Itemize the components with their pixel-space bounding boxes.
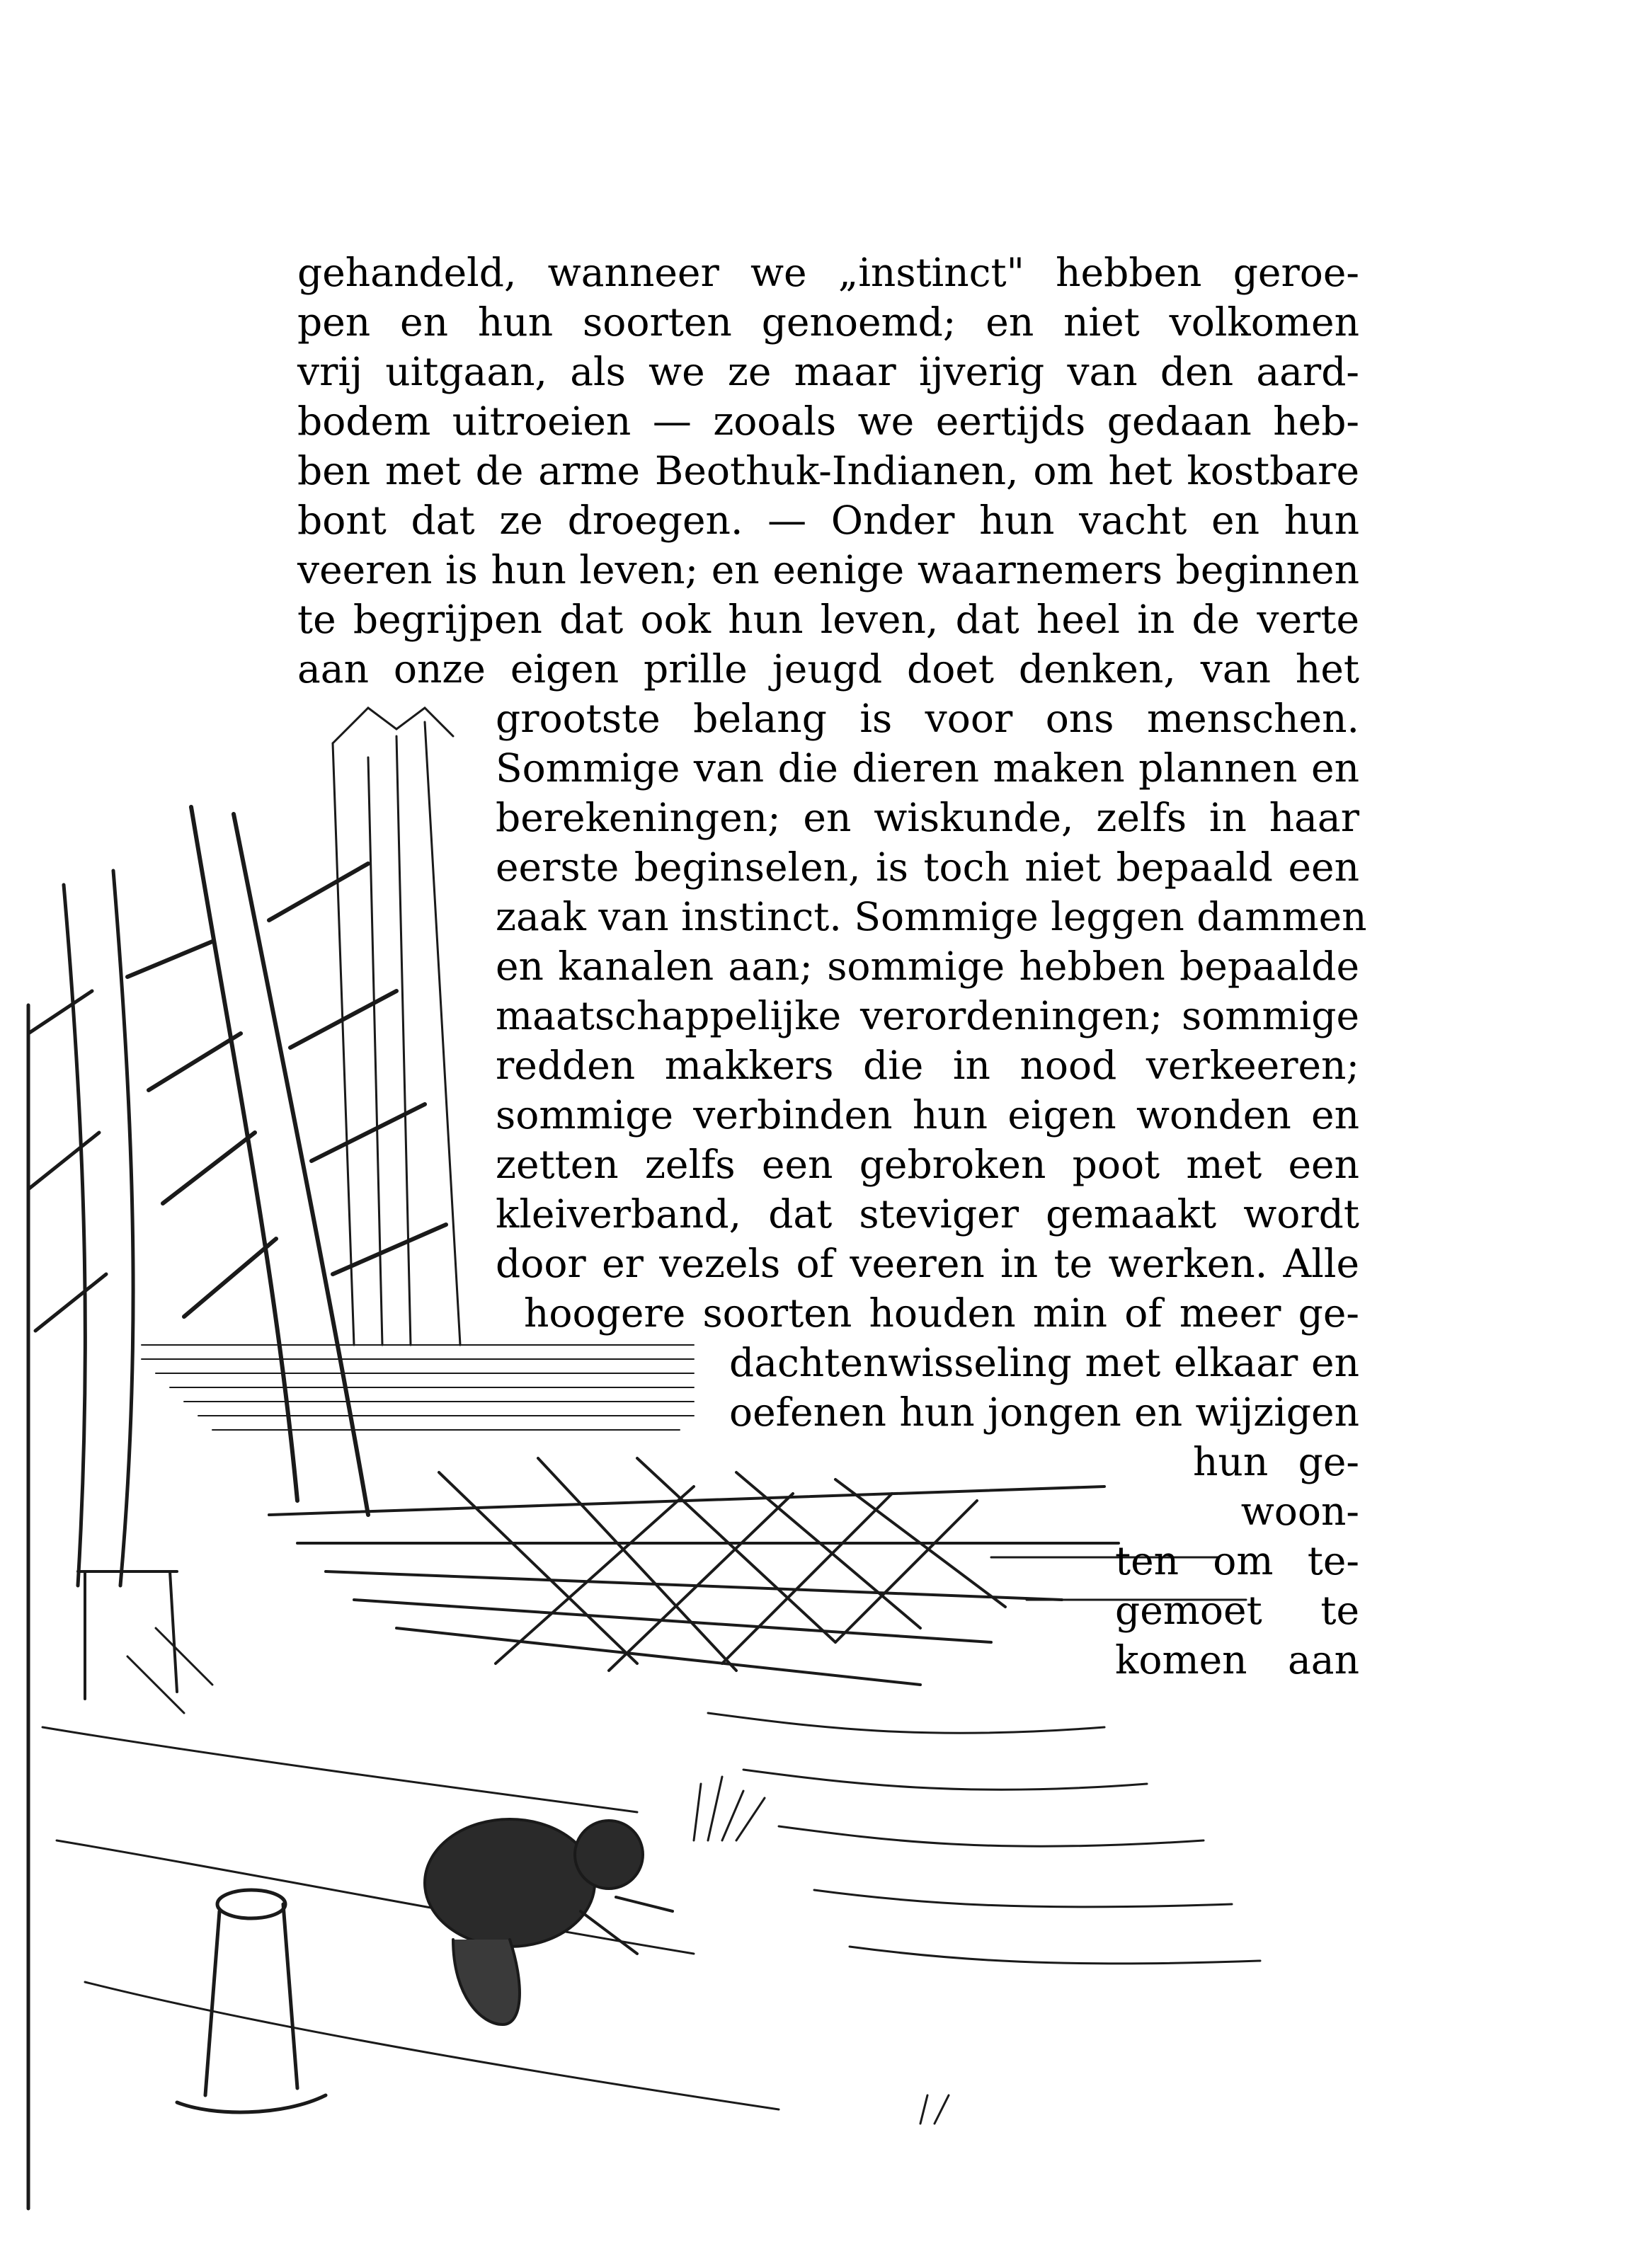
text-line: ben met de arme Beothuk-Indianen, om het kostbare (297, 448, 1359, 493)
tree-stump (177, 1890, 326, 2112)
text-line: door er vezels of veeren in te werken. Alle (496, 1241, 1359, 1286)
beaver (425, 1819, 673, 2024)
broken-trunk (333, 708, 460, 1345)
text-line: te begrijpen dat ook hun leven, dat heel in de verte (297, 597, 1359, 642)
text-line: kleiverband, dat steviger gemaakt wordt (496, 1191, 1359, 1237)
text-line: woon- (1240, 1489, 1359, 1534)
text-line: oefenen hun jongen en wijzigen (729, 1390, 1359, 1435)
background-hatching (142, 1345, 694, 1430)
grass-tufts (694, 1777, 949, 2124)
text-line: hoogere soorten houden min of meer ge- (524, 1290, 1359, 1336)
text-line: bodem uitroeien — zooals we eertijds gedaan heb- (297, 399, 1359, 444)
text-line: zetten zelfs een gebroken poot met een (496, 1142, 1359, 1187)
text-line: aan onze eigen prille jeugd doet denken, van het (297, 646, 1359, 692)
text-line: komen aan (1115, 1637, 1359, 1683)
text-line: veeren is hun leven; en eenige waarnemers beginnen (297, 547, 1359, 592)
text-line: berekeningen; en wiskunde, zelfs in haar (496, 795, 1359, 840)
second-tree (28, 871, 133, 1586)
text-line: dachtenwisseling met elkaar en (729, 1340, 1359, 1385)
text-line: en kanalen aan; sommige hebben bepaalde (496, 944, 1359, 989)
leaning-tree (127, 807, 446, 1515)
text-line: redden makkers die in nood verkeeren; (496, 1043, 1359, 1088)
text-line: gehandeld, wanneer we „instinct" hebben geroe- (297, 250, 1359, 295)
text-line: grootste belang is voor ons menschen. (496, 696, 1359, 741)
text-line: hun ge- (1193, 1439, 1359, 1484)
text-line: pen en hun soorten genoemd; en niet volkomen (297, 299, 1359, 345)
text-line: zaak van instinct. Sommige leggen dammen (496, 894, 1367, 939)
text-line: Sommige van die dieren maken plannen en (496, 745, 1359, 791)
text-line: vrij uitgaan, als we ze maar ijverig van den aard- (297, 349, 1359, 394)
river-bank (42, 1628, 779, 2109)
text-line: sommige verbinden hun eigen wonden en (496, 1092, 1359, 1138)
text-line: eerste beginselen, is toch niet bepaald een (496, 844, 1359, 890)
text-line: ten om te- (1115, 1538, 1359, 1583)
text-line: maatschappelijke verordeningen; sommige (496, 993, 1359, 1038)
beaver-dam (269, 1458, 1119, 1685)
text-line: bont dat ze droegen. — Onder hun vacht en hun (297, 498, 1359, 543)
text-line: gemoet te (1115, 1588, 1359, 1633)
